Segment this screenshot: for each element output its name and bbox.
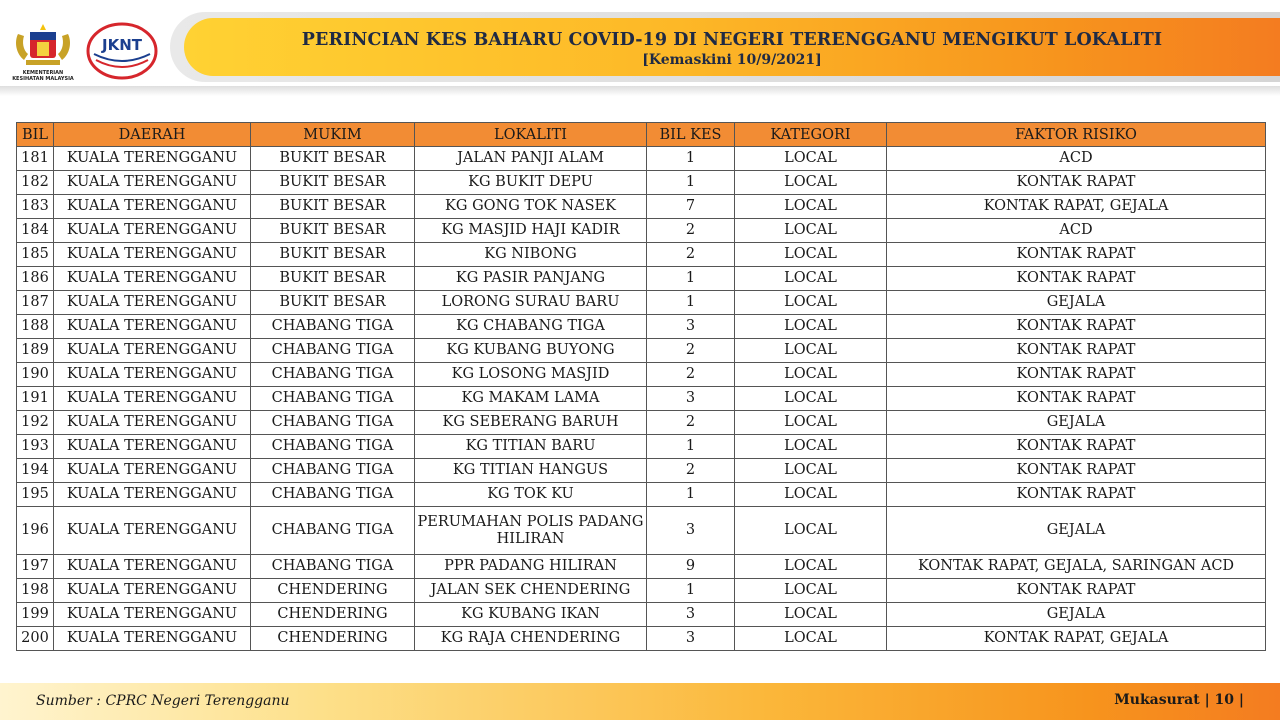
table-header-row [17, 123, 1266, 147]
page-number: Mukasurat | 10 | [1114, 692, 1244, 708]
page-title: PERINCIAN KES BAHARU COVID-19 DI NEGERI TERENGGANU MENGIKUT LOKALITI [301, 30, 1163, 50]
table-cell: KUALA TERENGGANU [54, 603, 251, 627]
table-cell: LOCAL [735, 555, 887, 579]
column-header: BIL [17, 123, 54, 147]
table-cell: KONTAK RAPAT [887, 339, 1266, 363]
table-cell: 182 [17, 171, 54, 195]
table-cell: 2 [647, 339, 735, 363]
table-cell: LOCAL [735, 363, 887, 387]
table-cell: CHENDERING [251, 579, 415, 603]
table-cell: KG MASJID HAJI KADIR [415, 219, 647, 243]
table-cell: KONTAK RAPAT [887, 171, 1266, 195]
table-cell: LOCAL [735, 147, 887, 171]
table-cell: KONTAK RAPAT [887, 387, 1266, 411]
table-cell: CHABANG TIGA [251, 315, 415, 339]
table-cell: 191 [17, 387, 54, 411]
table-cell: 2 [647, 243, 735, 267]
table-cell: LOCAL [735, 435, 887, 459]
table-cell: LOCAL [735, 195, 887, 219]
table-cell: 195 [17, 483, 54, 507]
table-cell: KUALA TERENGGANU [54, 219, 251, 243]
table-cell: BUKIT BESAR [251, 243, 415, 267]
table-cell: LORONG SURAU BARU [415, 291, 647, 315]
table-cell: LOCAL [735, 387, 887, 411]
table-cell: 196 [17, 507, 54, 555]
table-cell: 192 [17, 411, 54, 435]
table-cell: 3 [647, 387, 735, 411]
table-cell: KG MAKAM LAMA [415, 387, 647, 411]
table-row [17, 147, 1266, 171]
table-cell: ACD [887, 219, 1266, 243]
table-cell: JALAN PANJI ALAM [415, 147, 647, 171]
column-header: DAERAH [54, 123, 251, 147]
table-cell: PPR PADANG HILIRAN [415, 555, 647, 579]
table-row [17, 195, 1266, 219]
table-cell: CHABANG TIGA [251, 507, 415, 555]
table-cell: 189 [17, 339, 54, 363]
table-cell: PERUMAHAN POLIS PADANG HILIRAN [415, 507, 647, 555]
table-cell: 3 [647, 627, 735, 651]
table-cell: GEJALA [887, 507, 1266, 555]
table-cell: 188 [17, 315, 54, 339]
logo-group [10, 18, 170, 84]
table-cell: KG GONG TOK NASEK [415, 195, 647, 219]
table-cell: BUKIT BESAR [251, 267, 415, 291]
table-cell: KUALA TERENGGANU [54, 363, 251, 387]
table-cell: KG SEBERANG BARUH [415, 411, 647, 435]
table-cell: LOCAL [735, 411, 887, 435]
column-header: LOKALITI [415, 123, 647, 147]
table-row [17, 219, 1266, 243]
table-cell: LOCAL [735, 243, 887, 267]
table-cell: 193 [17, 435, 54, 459]
table-cell: 198 [17, 579, 54, 603]
table-cell: 1 [647, 267, 735, 291]
table-cell: KONTAK RAPAT [887, 243, 1266, 267]
table-cell: KUALA TERENGGANU [54, 147, 251, 171]
table-cell: LOCAL [735, 483, 887, 507]
table-cell: KUALA TERENGGANU [54, 339, 251, 363]
table-cell: LOCAL [735, 603, 887, 627]
table-row [17, 555, 1266, 579]
table-cell: BUKIT BESAR [251, 291, 415, 315]
table-cell: 200 [17, 627, 54, 651]
table-body [17, 147, 1266, 651]
table-cell: CHENDERING [251, 627, 415, 651]
table-cell: KUALA TERENGGANU [54, 579, 251, 603]
table-cell: KUALA TERENGGANU [54, 507, 251, 555]
table-cell: KG NIBONG [415, 243, 647, 267]
table-cell: 1 [647, 579, 735, 603]
table-cell: KONTAK RAPAT [887, 459, 1266, 483]
table-cell: KG TITIAN HANGUS [415, 459, 647, 483]
table-cell: 1 [647, 483, 735, 507]
table-row [17, 603, 1266, 627]
table-row [17, 483, 1266, 507]
column-header: MUKIM [251, 123, 415, 147]
table-cell: CHABANG TIGA [251, 435, 415, 459]
table-cell: KONTAK RAPAT, GEJALA [887, 195, 1266, 219]
table-cell: 199 [17, 603, 54, 627]
table-row [17, 387, 1266, 411]
table-cell: 181 [17, 147, 54, 171]
table-cell: KONTAK RAPAT [887, 579, 1266, 603]
table-cell: 7 [647, 195, 735, 219]
table-cell: GEJALA [887, 411, 1266, 435]
table-row [17, 435, 1266, 459]
table-cell: KUALA TERENGGANU [54, 483, 251, 507]
table-cell: BUKIT BESAR [251, 147, 415, 171]
table-cell: KONTAK RAPAT, GEJALA [887, 627, 1266, 651]
table-cell: LOCAL [735, 315, 887, 339]
table-cell: 197 [17, 555, 54, 579]
table-cell: CHENDERING [251, 603, 415, 627]
table-cell: 3 [647, 603, 735, 627]
table-cell: KG KUBANG IKAN [415, 603, 647, 627]
cases-table [16, 122, 1266, 651]
table-cell: KG LOSONG MASJID [415, 363, 647, 387]
table-cell: BUKIT BESAR [251, 219, 415, 243]
table-cell: KUALA TERENGGANU [54, 627, 251, 651]
table-cell: 3 [647, 507, 735, 555]
table-cell: KONTAK RAPAT [887, 363, 1266, 387]
page-subtitle: [Kemaskini 10/9/2021] [642, 52, 822, 68]
table-cell: LOCAL [735, 627, 887, 651]
table-cell: KG TITIAN BARU [415, 435, 647, 459]
table-row [17, 267, 1266, 291]
table-cell: KONTAK RAPAT [887, 435, 1266, 459]
header-shadow [0, 86, 1280, 96]
table-cell: 1 [647, 147, 735, 171]
table-row [17, 315, 1266, 339]
table-cell: 9 [647, 555, 735, 579]
table-cell: JALAN SEK CHENDERING [415, 579, 647, 603]
table-cell: 1 [647, 171, 735, 195]
table-cell: 185 [17, 243, 54, 267]
table-cell: CHABANG TIGA [251, 387, 415, 411]
table-cell: CHABANG TIGA [251, 363, 415, 387]
table-cell: KUALA TERENGGANU [54, 195, 251, 219]
table-cell: CHABANG TIGA [251, 459, 415, 483]
table-cell: LOCAL [735, 339, 887, 363]
column-header: KATEGORI [735, 123, 887, 147]
table-cell: KG CHABANG TIGA [415, 315, 647, 339]
table-cell: KUALA TERENGGANU [54, 459, 251, 483]
table-cell: 183 [17, 195, 54, 219]
table-cell: 2 [647, 459, 735, 483]
table-row [17, 171, 1266, 195]
column-header: BIL KES [647, 123, 735, 147]
table-row [17, 579, 1266, 603]
table-row [17, 339, 1266, 363]
table-cell: GEJALA [887, 603, 1266, 627]
table-cell: KG BUKIT DEPU [415, 171, 647, 195]
table-cell: LOCAL [735, 219, 887, 243]
table-row [17, 627, 1266, 651]
table-cell: KONTAK RAPAT [887, 483, 1266, 507]
table-cell: KUALA TERENGGANU [54, 387, 251, 411]
table-row [17, 459, 1266, 483]
table-cell: 184 [17, 219, 54, 243]
table-cell: KUALA TERENGGANU [54, 555, 251, 579]
table-cell: 187 [17, 291, 54, 315]
table-cell: 194 [17, 459, 54, 483]
source-note: Sumber : CPRC Negeri Terengganu [36, 693, 290, 709]
coat-of-arms-icon [14, 24, 72, 68]
jknt-logo-icon [86, 22, 158, 80]
table-cell: CHABANG TIGA [251, 339, 415, 363]
table-cell: 2 [647, 219, 735, 243]
table-cell: LOCAL [735, 171, 887, 195]
table-row [17, 411, 1266, 435]
table-cell: KG KUBANG BUYONG [415, 339, 647, 363]
table-cell: KG RAJA CHENDERING [415, 627, 647, 651]
table-row [17, 507, 1266, 555]
table-cell: 1 [647, 291, 735, 315]
table-cell: 2 [647, 411, 735, 435]
table-cell: KONTAK RAPAT, GEJALA, SARINGAN ACD [887, 555, 1266, 579]
table-cell: KUALA TERENGGANU [54, 171, 251, 195]
table-cell: KONTAK RAPAT [887, 315, 1266, 339]
table-cell: BUKIT BESAR [251, 171, 415, 195]
table-cell: GEJALA [887, 291, 1266, 315]
table-cell: KONTAK RAPAT [887, 267, 1266, 291]
table-row [17, 363, 1266, 387]
table-cell: 2 [647, 363, 735, 387]
table-cell: 190 [17, 363, 54, 387]
table-cell: CHABANG TIGA [251, 555, 415, 579]
table-row [17, 243, 1266, 267]
column-header: FAKTOR RISIKO [887, 123, 1266, 147]
table-cell: LOCAL [735, 459, 887, 483]
table-cell: 186 [17, 267, 54, 291]
table-cell: BUKIT BESAR [251, 195, 415, 219]
table-cell: CHABANG TIGA [251, 411, 415, 435]
table-cell: KUALA TERENGGANU [54, 411, 251, 435]
jknt-logo-text: JKNT [102, 36, 142, 54]
table-cell: 1 [647, 435, 735, 459]
table-cell: LOCAL [735, 291, 887, 315]
table-cell: LOCAL [735, 267, 887, 291]
table-cell: KUALA TERENGGANU [54, 267, 251, 291]
table-cell: CHABANG TIGA [251, 483, 415, 507]
table-cell: 3 [647, 315, 735, 339]
table-cell: ACD [887, 147, 1266, 171]
table-row [17, 291, 1266, 315]
table-cell: KUALA TERENGGANU [54, 435, 251, 459]
table-cell: KG PASIR PANJANG [415, 267, 647, 291]
table-cell: KUALA TERENGGANU [54, 243, 251, 267]
table-cell: KUALA TERENGGANU [54, 315, 251, 339]
table-cell: KUALA TERENGGANU [54, 291, 251, 315]
table-cell: LOCAL [735, 507, 887, 555]
table-cell: KG TOK KU [415, 483, 647, 507]
logo-left-caption: KEMENTERIAN KESIHATAN MALAYSIA [12, 70, 74, 82]
table-cell: LOCAL [735, 579, 887, 603]
